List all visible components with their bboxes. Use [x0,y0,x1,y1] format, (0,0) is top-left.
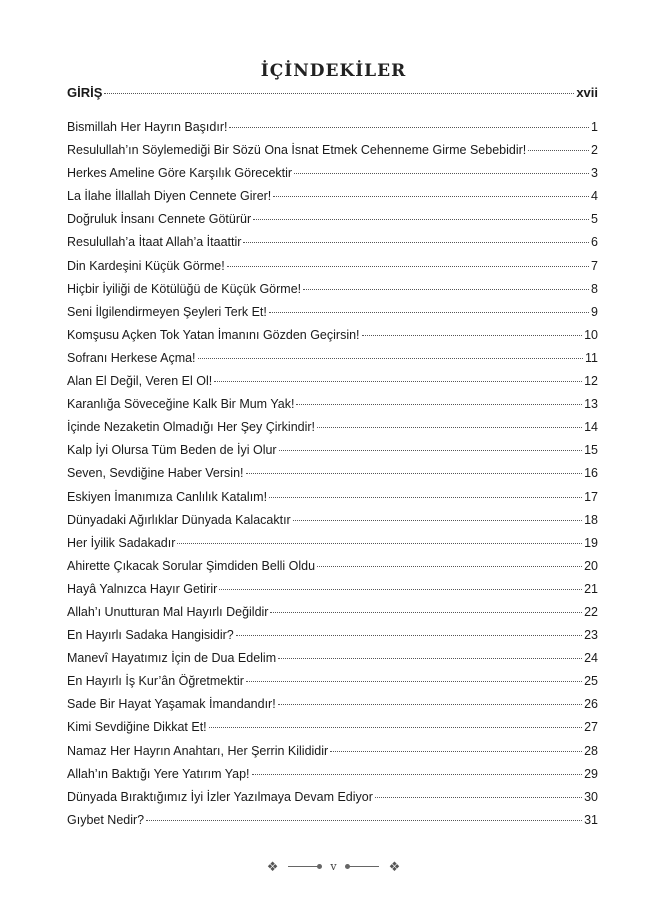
toc-entry-page: 28 [584,743,598,758]
ornament-line [288,866,320,867]
toc-entry[interactable] [67,305,598,328]
toc-entry-title: Hiçbir İyiliği de Kötülüğü de Küçük Görme! [67,281,302,296]
toc-leader-dots [229,127,589,128]
toc-leader-dots [270,612,582,613]
toc-entry-title: Karanlığa Söveceğine Kalk Bir Mum Yak! [67,397,295,412]
toc-entry-page: 15 [584,443,598,458]
toc-entry-page: 29 [584,766,598,781]
toc-leader-dots [252,774,583,775]
toc-entry-title: Her İyilik Sadakadır [67,535,176,550]
toc-entry[interactable] [67,328,598,351]
toc-leader-dots [278,658,582,659]
toc-entry-title: Manevî Hayatımız İçin de Dua Edelim [67,651,277,666]
toc-entry-title: Seven, Sevdiğine Haber Versin! [67,466,244,481]
toc-entry[interactable] [67,420,598,443]
toc-entry-page: 8 [591,281,598,296]
toc-entry-title: Sofranı Herkese Açma! [67,350,196,365]
toc-leader-dots [273,196,589,197]
toc-entry-page: 13 [584,397,598,412]
toc-leader-dots [317,427,582,428]
toc-entry-page: 25 [584,674,598,689]
toc-entry-page: 20 [584,558,598,573]
toc-leader-dots [214,381,582,382]
toc-leader-dots [296,404,582,405]
toc-entry-page: 1 [591,120,598,134]
toc-entry[interactable] [67,466,598,489]
ornament-diamond-icon: ❖ [266,859,279,874]
toc-leader-dots [278,704,582,705]
toc-entry-page: 2 [591,143,598,158]
toc-entry[interactable] [67,259,598,282]
toc-entry[interactable] [67,628,598,651]
toc-entry-page: 24 [584,651,598,666]
toc-entry-page: 9 [591,304,598,319]
toc-leader-dots [375,797,582,798]
toc-entry-page: 19 [584,535,598,550]
toc-entry-page: 18 [584,512,598,527]
toc-entry-page: 4 [591,189,598,204]
toc-entry-title: Hayâ Yalnızca Hayır Getirir [67,581,218,596]
toc-entry[interactable] [67,443,598,466]
toc-entry-page: 5 [591,212,598,227]
toc-entry-title: Dünyadaki Ağırlıklar Dünyada Kalacaktır [67,512,291,527]
toc-leader-dots [246,681,582,682]
toc-leader-dots [198,358,583,359]
toc-entry-title: Dünyada Bıraktığımız İyi İzler Yazılmaya Devam Ediyor [67,789,373,804]
toc-leader-dots [294,173,589,174]
toc-entry[interactable] [67,235,598,258]
toc-entry[interactable] [67,651,598,674]
toc-leader-dots [293,520,582,521]
toc-entry-title: Allah’ı Unutturan Mal Hayırlı Değildir [67,604,269,619]
toc-leader-dots [317,566,582,567]
toc-entry-title: Ahirette Çıkacak Sorular Şimdiden Belli Oldu [67,558,316,573]
toc-leader-dots [528,150,589,151]
toc-entry-page: 6 [591,235,598,250]
toc-entry[interactable] [67,282,598,305]
toc-entry-page: 30 [584,789,598,804]
toc-entry[interactable] [67,397,598,420]
toc-entry-page: 27 [584,720,598,735]
toc-entry-title: La İlahe İllallah Diyen Cennete Girer! [67,189,272,204]
toc-entry-title: Sade Bir Hayat Yaşamak İmandandır! [67,697,276,712]
toc-entry[interactable] [67,720,598,743]
page-number: v [330,860,337,873]
toc-entry[interactable] [67,212,598,235]
toc-intro-entry[interactable] [67,85,598,108]
toc-entry-title: GİRİŞ [67,85,103,100]
toc-entry-title: Gıybet Nedir? [67,812,145,827]
ornament-line [347,866,379,867]
toc-entry-page: 11 [585,350,598,365]
toc-entry-title: Doğruluk İnsanı Cennete Götürür [67,212,252,227]
toc-entry-title: Resulullah’ın Söylemediği Bir Sözü Ona İsnat Etmek Cehenneme Girme Sebebidir! [67,143,527,158]
toc-entry-title: En Hayırlı İş Kur’ân Öğretmektir [67,674,244,689]
toc-entry-page: 23 [584,628,598,643]
toc-entry[interactable] [67,605,598,628]
toc-entry[interactable] [67,790,598,813]
toc-entry[interactable] [67,559,598,582]
toc-entry-page: 21 [584,581,598,596]
toc-leader-dots [177,543,582,544]
toc-entry-title: Alan El Değil, Veren El Ol! [67,374,213,389]
toc-leader-dots [330,751,582,752]
toc-entry-title: Resulullah’a İtaat Allah’a İtaattir [67,235,242,250]
toc-entry[interactable] [67,513,598,536]
toc-leader-dots [279,450,583,451]
page-footer [0,860,667,873]
toc-entry-title: Allah’ın Baktığı Yere Yatırım Yap! [67,766,250,781]
toc-leader-dots [146,820,582,821]
page-title: İÇİNDEKİLER [260,61,407,82]
toc-entry-title: Seni İlgilendirmeyen Şeyleri Terk Et! [67,304,267,319]
toc-leader-dots [104,93,574,94]
toc-leader-dots [362,335,583,336]
toc-entry-title: En Hayırlı Sadaka Hangisidir? [67,628,234,643]
toc-leader-dots [253,219,589,220]
toc-entry-page: 26 [584,697,598,712]
toc-entry-title: Bismillah Her Hayrın Başıdır! [67,120,228,134]
toc-leader-dots [303,289,589,290]
toc-entry-title: Namaz Her Hayrın Anahtarı, Her Şerrin Kilididir [67,743,329,758]
toc-leader-dots [236,635,582,636]
toc-entry-page: 22 [584,604,598,619]
toc-leader-dots [209,727,582,728]
toc-entry-title: Komşusu Açken Tok Yatan İmanını Gözden Geçirsin! [67,327,360,342]
table-of-contents [67,120,598,836]
ornament-diamond-icon: ❖ [388,859,401,874]
toc-entry-page: 31 [584,812,598,827]
toc-leader-dots [219,589,582,590]
toc-entry[interactable] [67,697,598,720]
toc-entry-page: xvii [576,85,598,100]
toc-entry-page: 3 [591,166,598,181]
toc-leader-dots [246,473,583,474]
toc-entry-title: Din Kardeşini Küçük Görme! [67,258,225,273]
toc-entry[interactable] [67,166,598,189]
toc-entry[interactable] [67,374,598,397]
toc-entry[interactable] [67,120,598,143]
toc-entry[interactable] [67,767,598,790]
toc-entry[interactable] [67,813,598,836]
toc-entry[interactable] [67,490,598,513]
toc-leader-dots [269,312,589,313]
toc-leader-dots [227,266,589,267]
toc-entry-title: Kalp İyi Olursa Tüm Beden de İyi Olur [67,443,277,458]
toc-entry-page: 7 [591,258,598,273]
toc-entry[interactable] [67,189,598,212]
toc-entry[interactable] [67,143,598,166]
toc-entry[interactable] [67,536,598,559]
toc-entry-title: İçinde Nezaketin Olmadığı Her Şey Çirkindir! [67,420,316,435]
toc-entry[interactable] [67,582,598,605]
toc-entry-page: 12 [584,374,598,389]
toc-entry-page: 14 [584,420,598,435]
toc-entry-title: Kimi Sevdiğine Dikkat Et! [67,720,207,735]
toc-entry[interactable] [67,674,598,697]
toc-entry[interactable] [67,351,598,374]
toc-entry-page: 17 [584,489,598,504]
toc-entry[interactable] [67,744,598,767]
toc-leader-dots [243,242,589,243]
toc-entry-page: 10 [584,327,598,342]
toc-entry-title: Eskiyen İmanımıza Canlılık Katalım! [67,489,268,504]
toc-entry-title: Herkes Ameline Göre Karşılık Görecektir [67,166,293,181]
toc-entry-page: 16 [584,466,598,481]
toc-leader-dots [269,497,582,498]
